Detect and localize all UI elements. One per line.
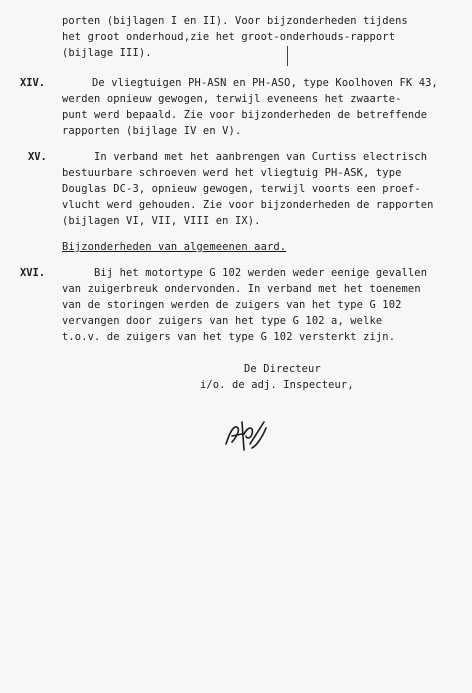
signature-title: De Directeur (244, 363, 321, 375)
heading-general: Bijzonderheden van algemeenen aard. (62, 241, 287, 253)
xv-line-2: bestuurbare schroeven werd het vliegtuig PH-ASK, type (62, 167, 402, 179)
xvi-line-1: Bij het motortype G 102 werden weder eenige gevallen (94, 267, 428, 279)
xvi-line-2: van zuigerbreuk ondervonden. In verband met het toenemen (62, 283, 421, 295)
xiv-line-2: werden opnieuw gewogen, terwijl eveneens het zwaarte- (62, 93, 402, 105)
section-number-xiv: XIV. (20, 77, 46, 89)
intro-line-1: porten (bijlagen I en II). Voor bijzonderheden tijdens (62, 15, 408, 27)
xvi-line-3: van de storingen werden de zuigers van het type G 102 (62, 299, 402, 311)
margin-mark (287, 46, 288, 66)
xvi-line-4: vervangen door zuigers van het type G 102 a, welke (62, 315, 383, 327)
section-number-xvi: XVI. (20, 267, 46, 279)
intro-line-3: (bijlage III). (62, 47, 152, 59)
section-number-xv: XV. (28, 151, 47, 163)
xv-line-5: (bijlagen VI, VII, VIII en IX). (62, 215, 261, 227)
xv-line-3: Douglas DC-3, opnieuw gewogen, terwijl voorts een proef- (62, 183, 421, 195)
xv-line-4: vlucht werd gehouden. Zie voor bijzonderheden de rapporten (62, 199, 434, 211)
intro-line-2: het groot onderhoud,zie het groot-onderhouds-rapport (62, 31, 396, 43)
xiv-line-4: rapporten (bijlage IV en V). (62, 125, 242, 137)
xvi-line-5: t.o.v. de zuigers van het type G 102 versterkt zijn. (62, 331, 396, 343)
signature-subtitle: i/o. de adj. Inspecteur, (200, 379, 354, 391)
xiv-line-1: De vliegtuigen PH-ASN en PH-ASO, type Koolhoven FK 43, (92, 77, 438, 89)
xiv-line-3: punt werd bepaald. Zie voor bijzonderheden de betreffende (62, 109, 428, 121)
xv-line-1: In verband met het aanbrengen van Curtiss electrisch (94, 151, 428, 163)
handwritten-signature (222, 414, 268, 456)
